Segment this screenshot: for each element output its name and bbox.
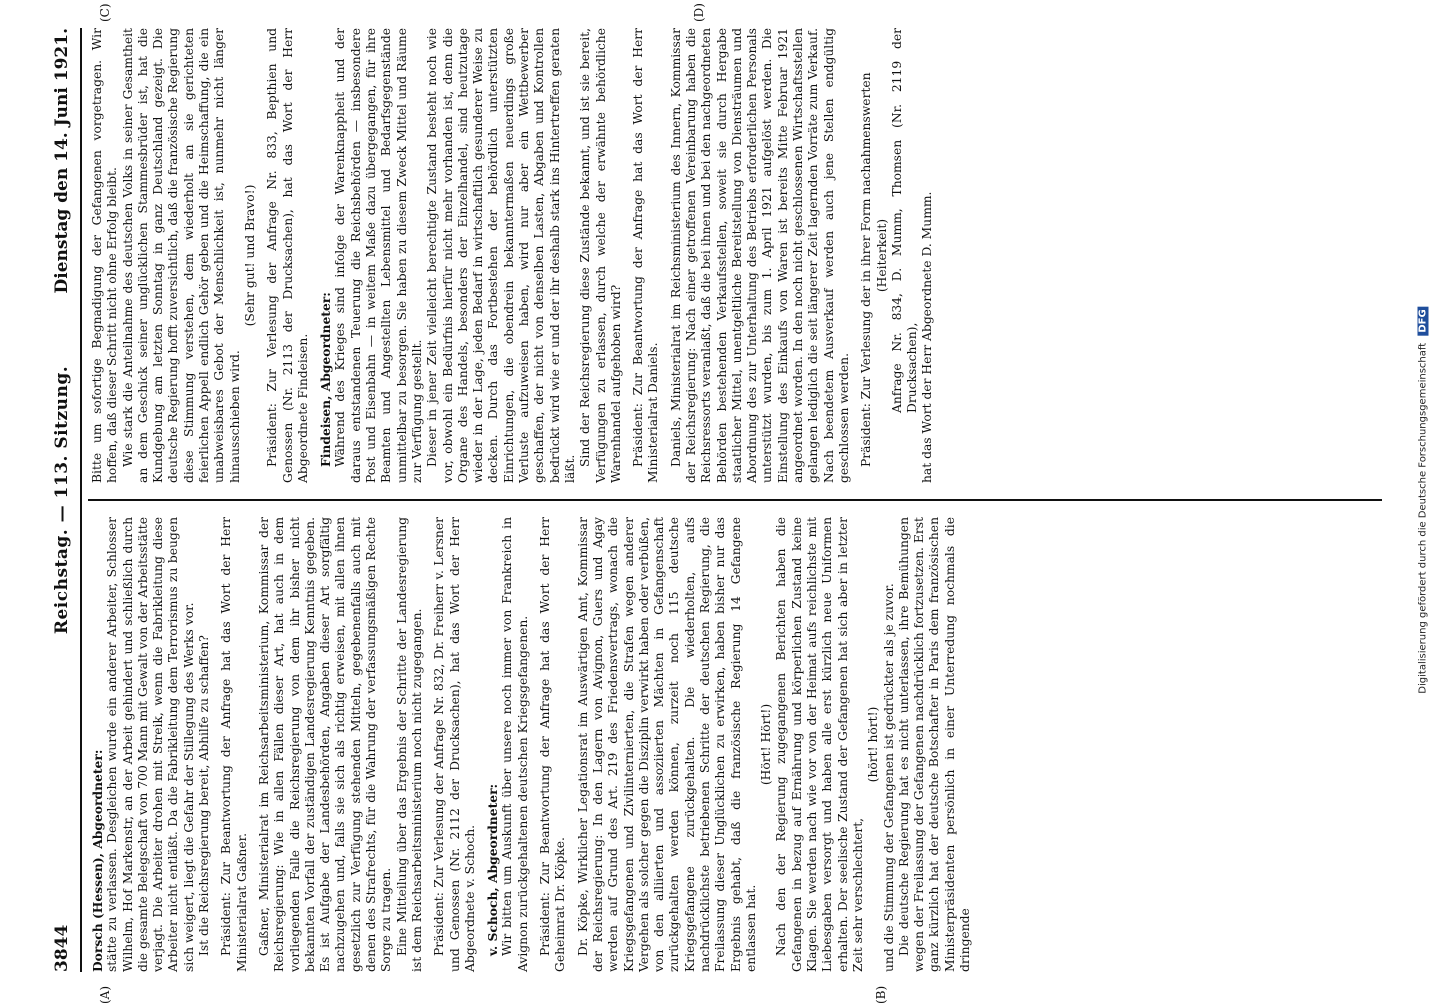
paragraph: Präsident: Zur Beantwortung der Anfrage hat das Wort der Herr Ministerialrat Daniels. [631, 28, 661, 483]
paragraph: und die Stimmung der Gefangenen ist gedrückter als je zuvor. [881, 583, 896, 972]
session-date: Dienstag den 14. Juni 1921. [52, 28, 72, 294]
paragraph: Präsident: Zur Verlesung der Anfrage Nr. 833, Bepthien und Genossen (Nr. 2113 der Drucksachen), hat das Wort der Herr Abgeordnete Findeisen. [265, 28, 310, 483]
paragraph: Daniels, Ministerialrat im Reichsministerium des Innern, Kommissar der Reichsregierung: Nach einer getroffenen Vereinbarung haben die Reichsressorts veranlaßt, daß die bei ihnen und bei den nachgeordneten Behörden bestehenden Verkaufsstellen, soweit sie durch Hergabe staatlicher Mittel, unentgeltliche Bereitstellung von Diensträumen und Abordnung des zur Unterhaltung des Betriebs erforderlichen Personals unterstützt wurden, bis zum 1. April 1921 aufgelöst werden. Die Einstellung des Einkaufs von Waren ist bereits Mitte Februar 1921 angeordnet worden. In den noch nicht geschlossenen Wirtschaftsstellen gelangen lediglich die seit längerer Zeit lagernden Vorräte zum Verkauf. Nach beendetem Ausverkauf werden auch jene Stellen endgültig geschlossen werden. [668, 28, 851, 483]
column-divider [88, 499, 1382, 501]
paragraph: Bitte um sofortige Begnadigung der Gefangenen vorgetragen. Wir hoffen, daß dieser Schritt nicht ohne Erfolg bleibt. [90, 28, 120, 483]
left-column [90, 517, 973, 972]
paragraph: Während des Krieges sind infolge der Warenknappheit und der daraus entstandenen Teuerung die Reichsbehörden — insbesondere Post und Eisenbahn — in weitem Maße dazu übergegangen, für ihre Beamten und Angestellten Lebensmittel und Bedarfsgegenstände unmittelbar zu besorgen. Sie haben zu diesem Zweck Mittel und Räume zur Verfügung gestellt. [333, 28, 424, 483]
interjection: (hört! hört!) [866, 706, 881, 783]
margin-marker-d: (D) [692, 3, 706, 22]
paragraph: Präsident: Zur Verlesung der Anfrage Nr. 832, Dr. Freiherr v. Lersner und Genossen (Nr. 2112 der Drucksachen), hat das Wort der Herr Abgeordnete v. Schoch. [432, 517, 477, 972]
paragraph: hat das Wort der Herr Abgeordnete D. Mumm. [920, 191, 935, 483]
paragraph: Präsident: Zur Verlesung der in ihrer Form nachahmenswerten [859, 72, 874, 467]
dfg-logo: DFG [1418, 306, 1429, 335]
paragraph: Ist die Reichsregierung bereit, Abhilfe zu schaffen? [197, 635, 212, 956]
paragraph: Dr. Köpke, Wirklicher Legationsrat im Auswärtigen Amt, Kommissar der Reichsregierung: In den Lagern von Avignon, Guers und Agay werden auf Grund des Art. 219 des Friedensvertrags, wonach die Kriegsgefangenen und Zivilinternierten, die Strafen wegen anderer Vergehen als solcher gegen die Disziplin verwirkt haben oder verbüßen, von den alliierten und assoziierten Mächten in Gefangenschaft zurückgehalten werden können, zurzeit noch 115 deutsche Kriegsgefangene zurückgehalten. Die wiederholten, aufs nachdrücklichste betriebenen Schritte der deutschen Regierung, die Freilassung dieser Unglücklichen zu erwirken, haben bisher nur das Ergebnis gehabt, daß die französische Regierung 14 Gefangene entlassen hat. [575, 517, 758, 972]
paragraph: Sind der Reichsregierung diese Zustände bekannt, und ist sie bereit, Verfügungen zu erlassen, durch welche der erwähnte behördliche Warenhandel aufgehoben wird? [578, 28, 623, 483]
interjection: (Heiterkeit) [874, 218, 889, 293]
speaker-line: Findeisen, Abgeordneter: [318, 292, 334, 467]
speaker-line: Dorsch (Hessen), Abgeordneter: [90, 749, 105, 972]
paragraph: Eine Mitteilung über das Ergebnis der Schritte der Landesregierung ist dem Reichsarbeitsministerium noch nicht zugegangen. [394, 517, 424, 972]
right-column [90, 28, 936, 483]
paragraph: Gaßner, Ministerialrat im Reichsarbeitsministerium, Kommissar der Reichsregierung: Wie in allen Fällen dieser Art, hat auch in dem vorliegenden Falle die Reichsregierung von dem ihr bisher nicht bekannten Vorfall der zuständigen Landesregierung Kenntnis gegeben. Es ist Aufgabe der Landesbehörden, Angaben dieser Art sorgfältig nachzugehen und, falls sie sich als richtig erweisen, mit allen ihnen gesetzlich zur Verfügung stehenden Mitteln, gegebenenfalls auch mit denen des Strafrechts, für die Wahrung der verfassungsmäßigen Rechte Sorge zu tragen. [256, 517, 394, 972]
page-number: 3844 [52, 924, 72, 972]
interjection: (Sehr gut! und Bravo!) [242, 184, 257, 327]
paragraph: Die deutsche Regierung hat es nicht unterlassen, ihre Bemühungen wegen der Freilassung der Gefangenen nachdrücklich fortzusetzen. Erst ganz kürzlich hat der deutsche Botschafter in Paris dem französischen Ministerpräsidenten persönlich in einer Unterredung nochmals die dringende [896, 517, 973, 972]
speaker-line: v. Schoch, Abgeordneter: [485, 783, 501, 956]
session-title: Reichstag. — 113. Sitzung. [52, 365, 72, 635]
document-page [32, 3, 1402, 1004]
paragraph: Wir bitten um Auskunft über unsere noch immer von Frankreich in Avignon zurückgehaltenen deutschen Kriegsgefangenen. [500, 517, 530, 972]
margin-marker-b: (B) [874, 985, 888, 1004]
paragraph: Präsident: Zur Beantwortung der Anfrage hat das Wort der Herr Geheimrat Dr. Köpke. [538, 517, 568, 972]
interjection: (Hört! Hört!) [759, 703, 774, 786]
margin-marker-c: (C) [98, 3, 112, 22]
paragraph: stätte zu verlassen. Desgleichen wurde ein anderer Arbeiter, Schlosser Wilhelm, Hof Markenstr, an der Arbeit gehindert und schließlich durch die gesamte Belegschaft von 700 Mann mit Gewalt von der Arbeitsstätte verjagt. Die Arbeiter drohen mit Streik, wenn die Fabrikleitung diese Arbeiter nicht entläßt. Da die Fabrikleitung dem Terrorismus zu beugen sich weigert, liegt die Gefahr der Stillegung des Werks vor. [105, 517, 196, 972]
paragraph: Präsident: Zur Beantwortung der Anfrage hat das Wort der Herr Ministerialrat Gaßner. [219, 517, 249, 972]
paragraph: Dieser in jener Zeit vielleicht berechtigte Zustand besteht noch wie vor, obwohl ein Bedürfnis hierfür nicht mehr vorhanden ist, denn die Organe des Handels, besonders der Einzelhandel, sind heutzutage wieder in der Lage, jeden Bedarf in wirtschaftlich gesunderer Weise zu decken. Durch das Fortbestehen der behördlich unterstützten Einrichtungen, die obendrein bekanntermaßen neuerdings große Verluste aufzuweisen haben, wird nur aber ein Wettbewerber geschaffen, der nicht von denselben Lasten, Abgaben und Kontrollen bedrückt wird wie er und der ihr deshalb stark ins Hintertreffen geraten läßt. [425, 28, 577, 483]
dfg-credit-text: Digitalisierung gefördert durch die Deutsche Forschungsgemeinschaft [1417, 342, 1429, 694]
paragraph: Anfrage Nr. 834, D. Mumm, Thomsen (Nr. 2119 der Drucksachen), [889, 28, 920, 413]
paragraph: Nach den der Regierung zugegangenen Berichten haben die Gefangenen in bezug auf Ernährung und körperlichen Zustand keine Klagen. Sie werden nach wie vor von der Heimat aufs reichlichste mit Liebesgaben versorgt und haben alle erst kürzlich neue Uniformen erhalten. Der seelische Zustand der Gefangenen hat sich aber in letzter Zeit sehr verschlechtert, [774, 517, 865, 972]
dfg-credit-sidebar [1416, 6, 1430, 994]
page-header [46, 28, 82, 972]
paragraph: Wie stark die Anteilnahme des deutschen Volks in seiner Gesamtheit an dem Geschick seiner unglücklichen Stammesbrüder ist, hat die Kundgebung am letzten Sonntag in ganz Deutschland gezeigt. Die deutsche Regierung hofft zuversichtlich, daß die französische Regierung diese Stimmung verstehen, dem wiederholt an sie gerichteten feierlichen Appell endlich Gehör geben und die Heimschaffung, die ein unabweisbares Gebot der Menschlichkeit ist, nunmehr nicht länger hinausschieben wird. [120, 28, 242, 483]
margin-marker-a: (A) [98, 985, 112, 1004]
